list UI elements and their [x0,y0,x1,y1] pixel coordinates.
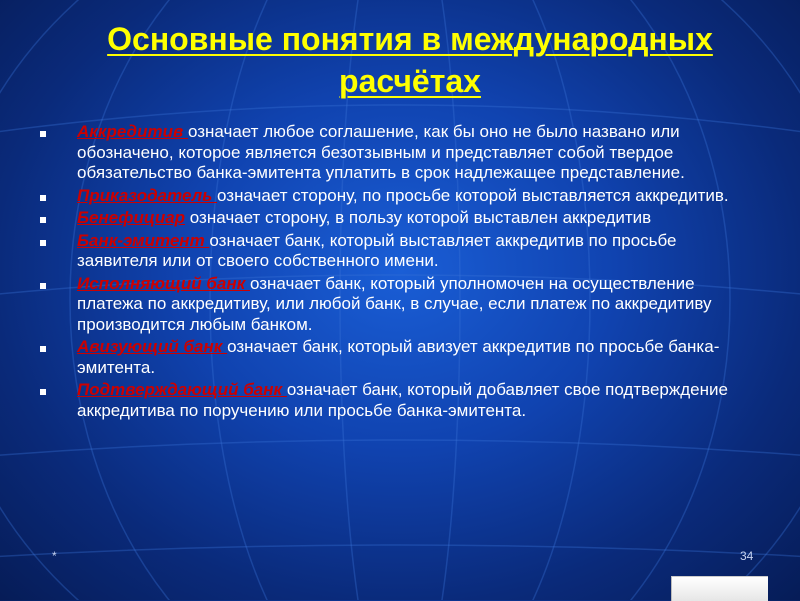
definition-text: означает банк, который уполномочен на осуществление платежа по аккредитиву, или любой банк, в случае, если платеж по аккредитиву производится любым банком. [77,273,712,334]
definition-text: означает банк, который добавляет свое подтверждение аккредитива по поручению или просьбе банка-эмитента. [77,380,728,420]
definition-text: означает банк, который выставляет аккредитив по просьбе заявителя или от своего собственного имени. [77,230,677,270]
term-label: Исполняющий банк [77,273,250,293]
list-item [40,380,752,421]
definition-text: означает любое соглашение, как бы оно не было названо или обозначено, которое является безотзывным и представляет собой твердое обязательство банка-эмитента уплатить в срок надлежащее представление. [77,122,685,182]
bullet-icon [40,283,46,289]
bullet-icon [40,131,46,137]
list-item [40,274,752,336]
list-item [40,122,752,184]
term-label: Банк-эмитент [77,230,210,250]
page-number: 34 [740,549,754,563]
term-label: Авизующий банк [77,337,228,356]
definition-text: означает сторону, в пользу которой выставлен аккредитив [185,208,652,227]
definition-text: означает банк, который авизует аккредитив по просьбе банка-эмитента. [77,337,720,377]
footer-star: * [52,549,57,563]
bullet-icon [40,389,46,395]
bullet-icon [40,240,46,246]
bullet-icon [40,217,46,223]
slide-title: Основные понятия в международных расчётах [107,21,713,99]
bullet-icon [40,346,46,352]
list-item [40,208,752,229]
logo-image [671,576,768,601]
term-label: Приказодатель [77,185,218,205]
list-item [40,337,752,378]
list-item [40,231,752,272]
term-label: Аккредитив [77,122,188,141]
definitions-list [40,122,752,423]
term-label: Бенефициар [77,208,186,227]
definition-text: означает сторону, по просьбе которой выставляется аккредитив. [217,185,729,205]
bullet-icon [40,195,46,201]
term-label: Подтверждающий банк [77,380,287,399]
list-item [40,186,752,207]
